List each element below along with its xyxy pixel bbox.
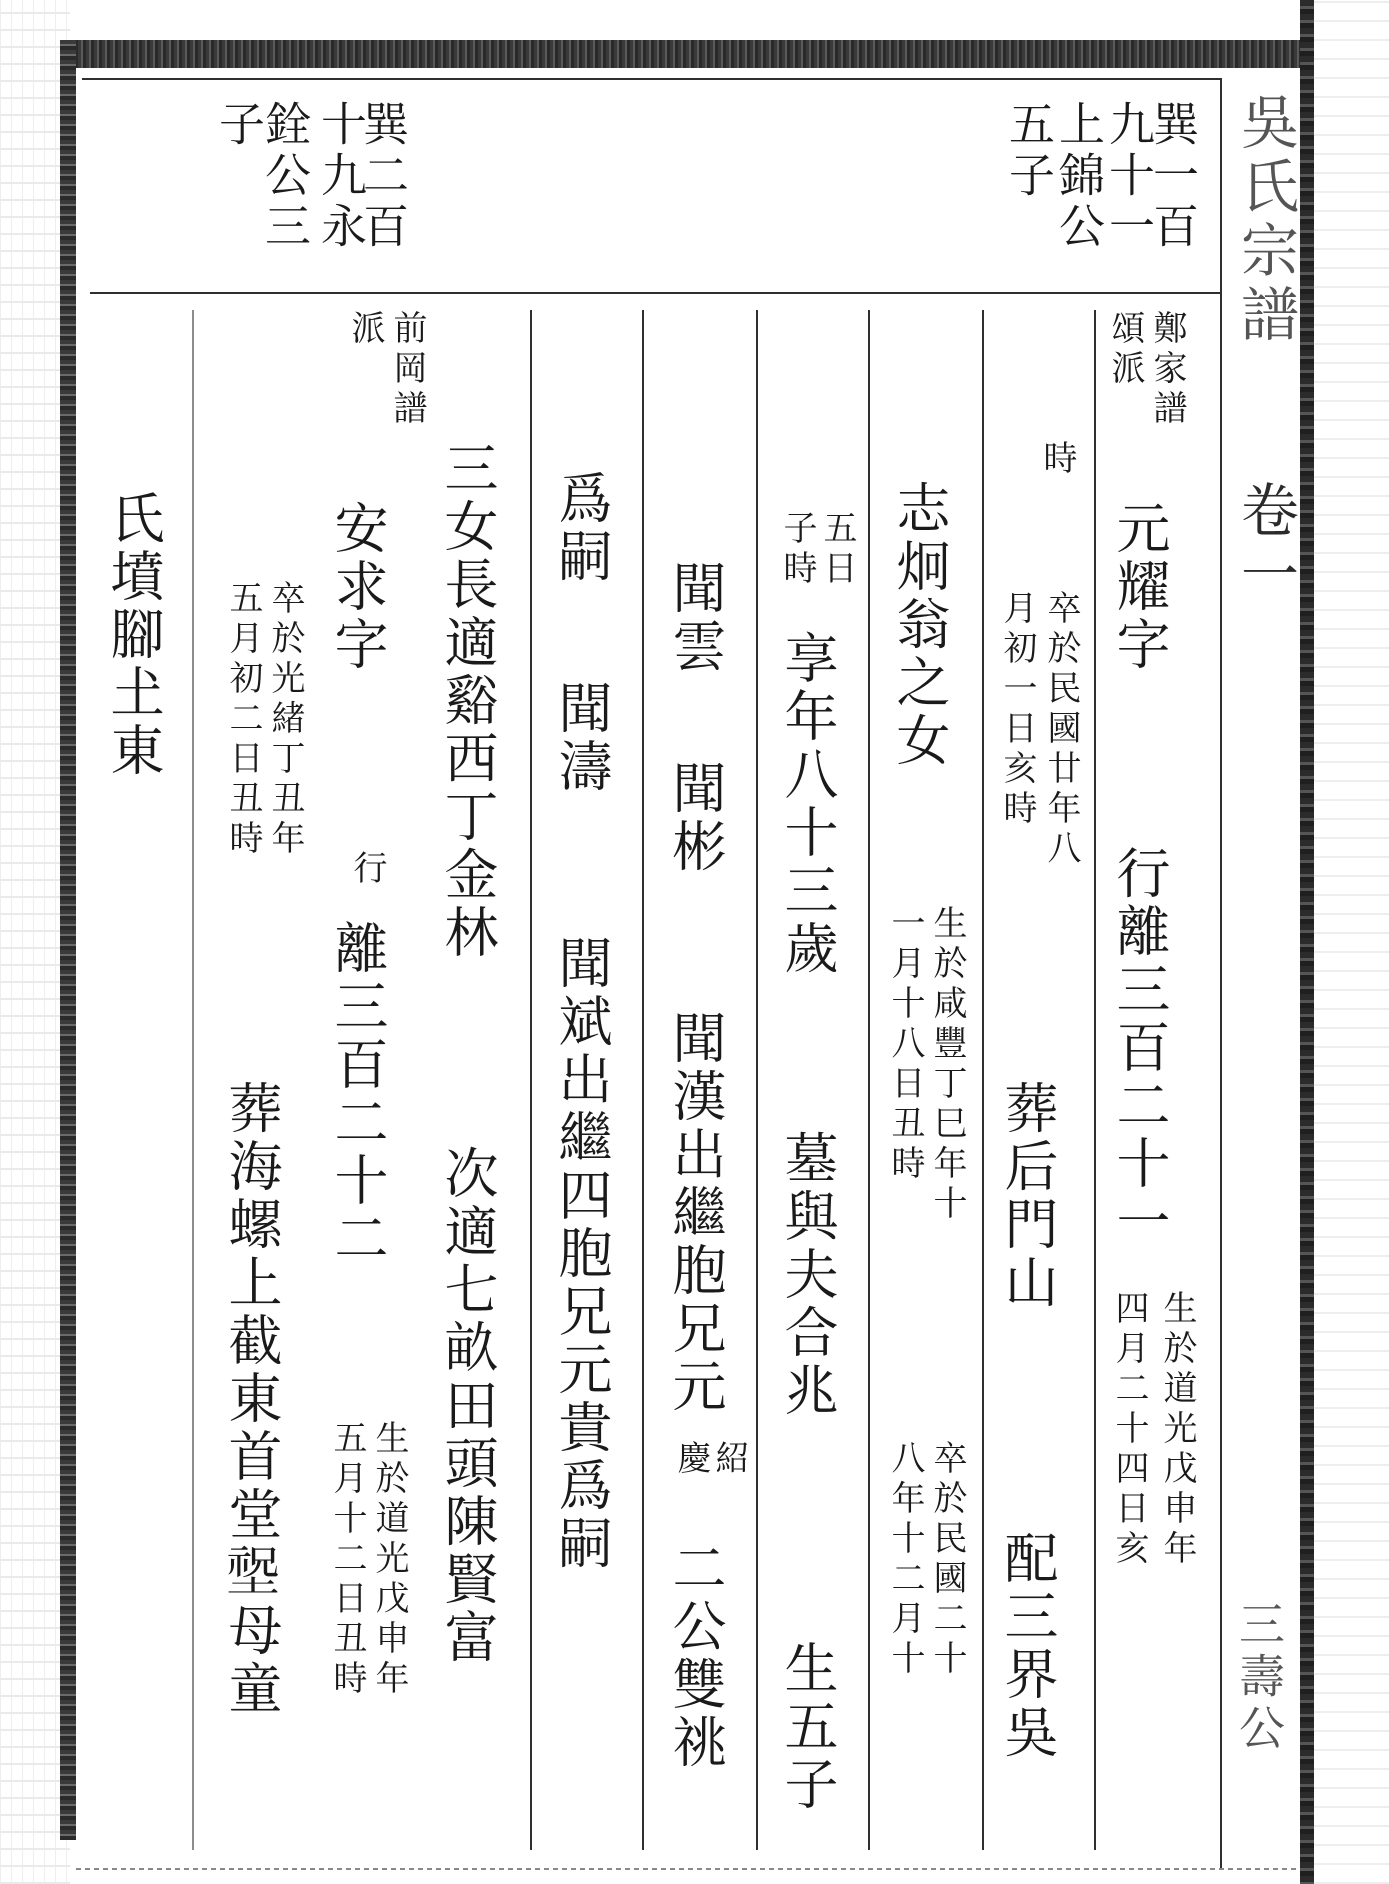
margin-folio: 三壽公	[1232, 1600, 1286, 1756]
frame-bottom-border	[76, 1868, 1312, 1870]
margin-volume: 卷一	[1231, 480, 1299, 608]
rule-col-5	[982, 310, 984, 1850]
rule-col-4	[868, 310, 870, 1850]
rule-col-3	[756, 310, 758, 1850]
rule-col-0	[192, 310, 194, 1850]
margin-title: 吳氏宗譜	[1231, 92, 1299, 348]
rule-top	[82, 78, 1222, 80]
rule-right	[1220, 78, 1222, 1868]
frame-top-border	[62, 40, 1312, 68]
book-spine	[1300, 0, 1314, 1884]
page-edge-speckle-right	[1314, 0, 1389, 1884]
rule-col-1	[530, 310, 532, 1850]
rule-header	[90, 292, 1222, 294]
rule-col-6	[1094, 310, 1096, 1850]
frame-left-border	[60, 40, 76, 1840]
genealogy-page: 吳氏宗譜 卷一 三壽公 巽一百 九十一 上錦公 五子 巽二百 十九永 銓公三 子 鄭家譜 頌派 時 元耀字 行離三百二十一 生於道光戊申年 四月二十四日亥 卒於民國廿年八 月初一日亥時 葬后門山 配三界吳 志炯翁之女 生於咸豐丁巳年十 一月十八日丑時 卒於民國二十 八年十二月十 五日 子時 享年八十三歲 墓與夫合兆 生五子 聞雲 聞彬 聞漢出繼胞兄元 紹 慶 二公雙祧 爲嗣 聞濤 聞斌出繼四胞兄元貴爲嗣 三女長適谿西丁金林 次適七畝田頭陳賢富 前岡譜 派 安求字 行 離三百二十二 生於道光戊申年 五月十二日丑時 卒於光緒丁丑年 五月初二日丑時 葬海螺上截東首堂𡎺母童 氏墳腳𡈽東	[0, 0, 1389, 1884]
rule-col-2	[642, 310, 644, 1850]
